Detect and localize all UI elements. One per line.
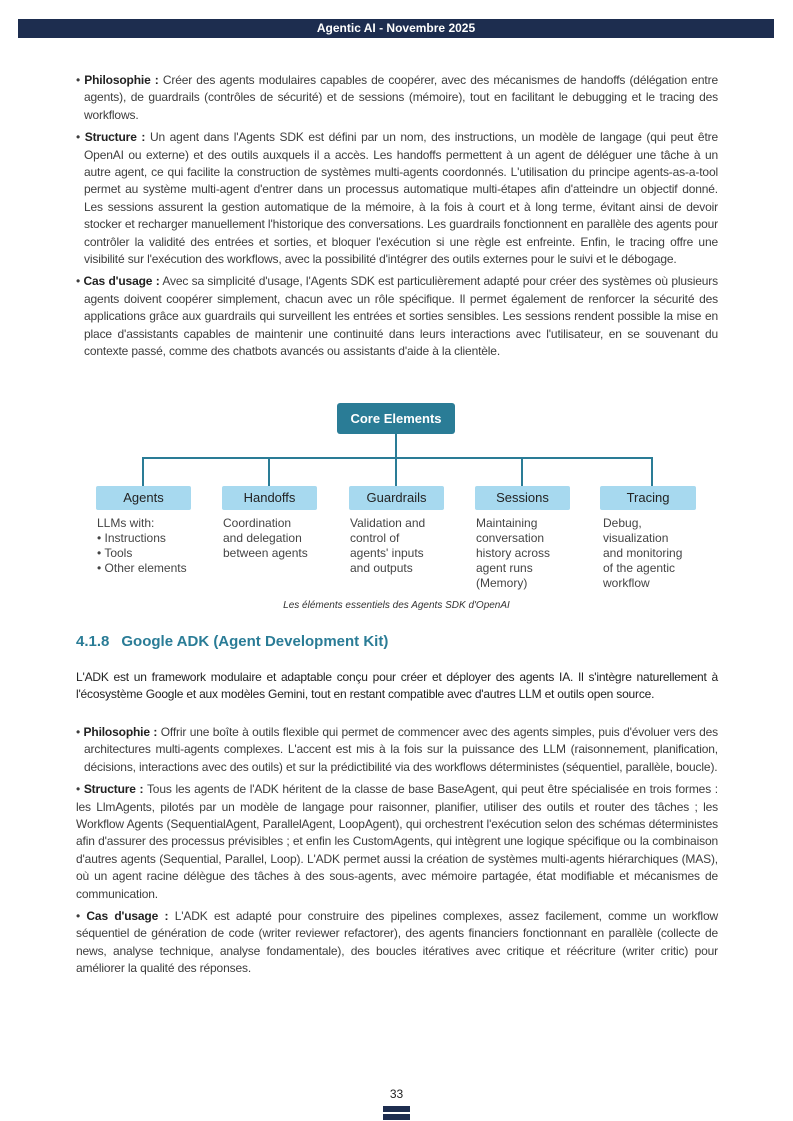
bullet-philosophie: • Philosophie : Offrir une boîte à outils flexible qui permet de commencer avec des agents simples, puis d'évoluer vers des architectures multi-agents complexes. L'accent est mis à la fois sur la puissance des LLM (raisonnement, planification, décisions, interactions avec des outils) et sur la prédictibilité via des workflows déterministes (séquentiel, parallèle, boucle).	[76, 725, 718, 774]
connector-horizontal	[142, 457, 653, 459]
bullet-philosophie: • Philosophie : Créer des agents modulaires capables de coopérer, avec des mécanismes de handoffs (délégation entre agents), de guardrails (contrôles de sécurité) et de sessions (mémoire), tout en facilitant le debugging et le tracing des workflows.	[76, 73, 718, 122]
diagram-caption: Les éléments essentiels des Agents SDK d'OpenAI	[283, 600, 510, 611]
openai-sdk-bullets	[76, 72, 718, 366]
node-agents: Agents	[96, 486, 191, 510]
section-number: 4.1.8	[76, 633, 110, 650]
section-title: Google ADK (Agent Development Kit)	[121, 633, 389, 650]
desc-guardrails: Validation and control of agents' inputs and outputs	[350, 516, 426, 575]
connector-sessions	[521, 457, 523, 486]
section-heading	[76, 633, 388, 650]
desc-sessions: Maintaining conversation history across agent runs (Memory)	[476, 516, 551, 590]
bullet-cas-usage: • Cas d'usage : L'ADK est adapté pour construire des pipelines complexes, assez facilement, comme un workflow séquentiel de génération de code (writer reviewer refactorer), des agents financiers fonctionnant en parallèle (collecte de news, analyse technique, analyse fondamentale), des boucles itératives avec critique et réécriture (writer critic) pour améliorer la qualité des réponses.	[76, 909, 718, 976]
page-marker	[383, 1114, 410, 1120]
desc-tracing: Debug, visualization and monitoring of the agentic workflow	[603, 516, 683, 590]
node-sessions: Sessions	[475, 486, 570, 510]
bullet-structure: • Structure : Tous les agents de l'ADK héritent de la classe de base BaseAgent, qui peut être spécialisée en trois formes : les LlmAgents, pilotés par un modèle de langage pour raisonner, planifier, utiliser des outils et router des tâches ; les Workflow Agents (SequentialAgent, ParallelAgent, LoopAgent), qui orchestrent l'exécution selon des schémas déterministes afin d'assurer des processus prévisibles ; et enfin les CustomAgents, qui intègrent une logique spécifique ou la combinaison d'autres agents (Sequential, Parallel, Loop). L'ADK permet aussi la création de systèmes multi-agents hiérarchiques (MAS), où un agent racine délègue des tâches à des sous-agents, avec mémoire partagée, état modifiable et mécanismes de communication.	[76, 782, 718, 901]
node-guardrails: Guardrails	[349, 486, 444, 510]
connector-handoffs	[268, 457, 270, 486]
header-bar	[18, 19, 774, 38]
connector-guardrails	[395, 457, 397, 486]
header-title: Agentic AI - Novembre 2025	[316, 21, 476, 35]
node-handoffs: Handoffs	[222, 486, 317, 510]
diagram-root-node: Core Elements	[337, 403, 455, 434]
bullet-structure: • Structure : Un agent dans l'Agents SDK est défini par un nom, des instructions, un modèle de langage (qui peut être OpenAI ou externe) et des outils auxquels il a accès. Les handoffs permettent à un agent de déléguer une tâche à un autre agent, ce qui facilite la construction de systèmes multi-agents coordonnés. L'utilisation du principe agents-as-a-tool permet au système multi-agent d'entrer dans un processus automatique multi-étapes afin d'atteindre un objectif donné. Les sessions assurent la gestion automatique de la mémoire, à la fois à court et à long terme, évitant ainsi de devoir stocker et recharger manuellement l'historique des conversations. Les guardrails fonctionnent en parallèle des agents pour contrôler la validité des entrées et sorties, et bloquer l'exécution si une règle est enfreinte. Enfin, le tracing offre une visibilité sur l'exécution des workflows, avec la possibilité d'intégrer des outils externes pour le suivi et le débogage.	[76, 130, 718, 267]
bullet-cas-usage: • Cas d'usage : Avec sa simplicité d'usage, l'Agents SDK est particulièrement adapté pour créer des systèmes où plusieurs agents doivent coopérer simplement, chacun avec un rôle spécifique. Il permet également de renforcer la sécurité des applications grâce aux guardrails qui surveillent les entrées et sorties sensibles. Les sessions rendent possible la mise en place d'assistants capables de maintenir une continuité dans leurs interactions avec l'utilisateur, en se souvenant du contexte passé, comme des chatbots avancés ou assistants d'aide à la clientèle.	[76, 274, 718, 359]
desc-handoffs: Coordination and delegation between agents	[223, 516, 308, 560]
connector-tracing	[651, 457, 653, 486]
page-marker	[383, 1106, 410, 1112]
connector-root	[395, 434, 397, 458]
page-number: 33	[389, 1087, 404, 1101]
connector-agents	[142, 457, 144, 486]
desc-agents: LLMs with: • Instructions • Tools • Other elements	[97, 516, 187, 575]
google-adk-bullets	[76, 724, 718, 983]
intro-paragraph: L'ADK est un framework modulaire et adaptable conçu pour créer et déployer des agents IA. Il s'intègre naturellement à l'écosystème Google et aux modèles Gemini, tout en restant compatible avec d'autres LLM et outils open source.	[76, 670, 718, 702]
node-tracing: Tracing	[600, 486, 696, 510]
core-elements-diagram	[90, 400, 705, 600]
